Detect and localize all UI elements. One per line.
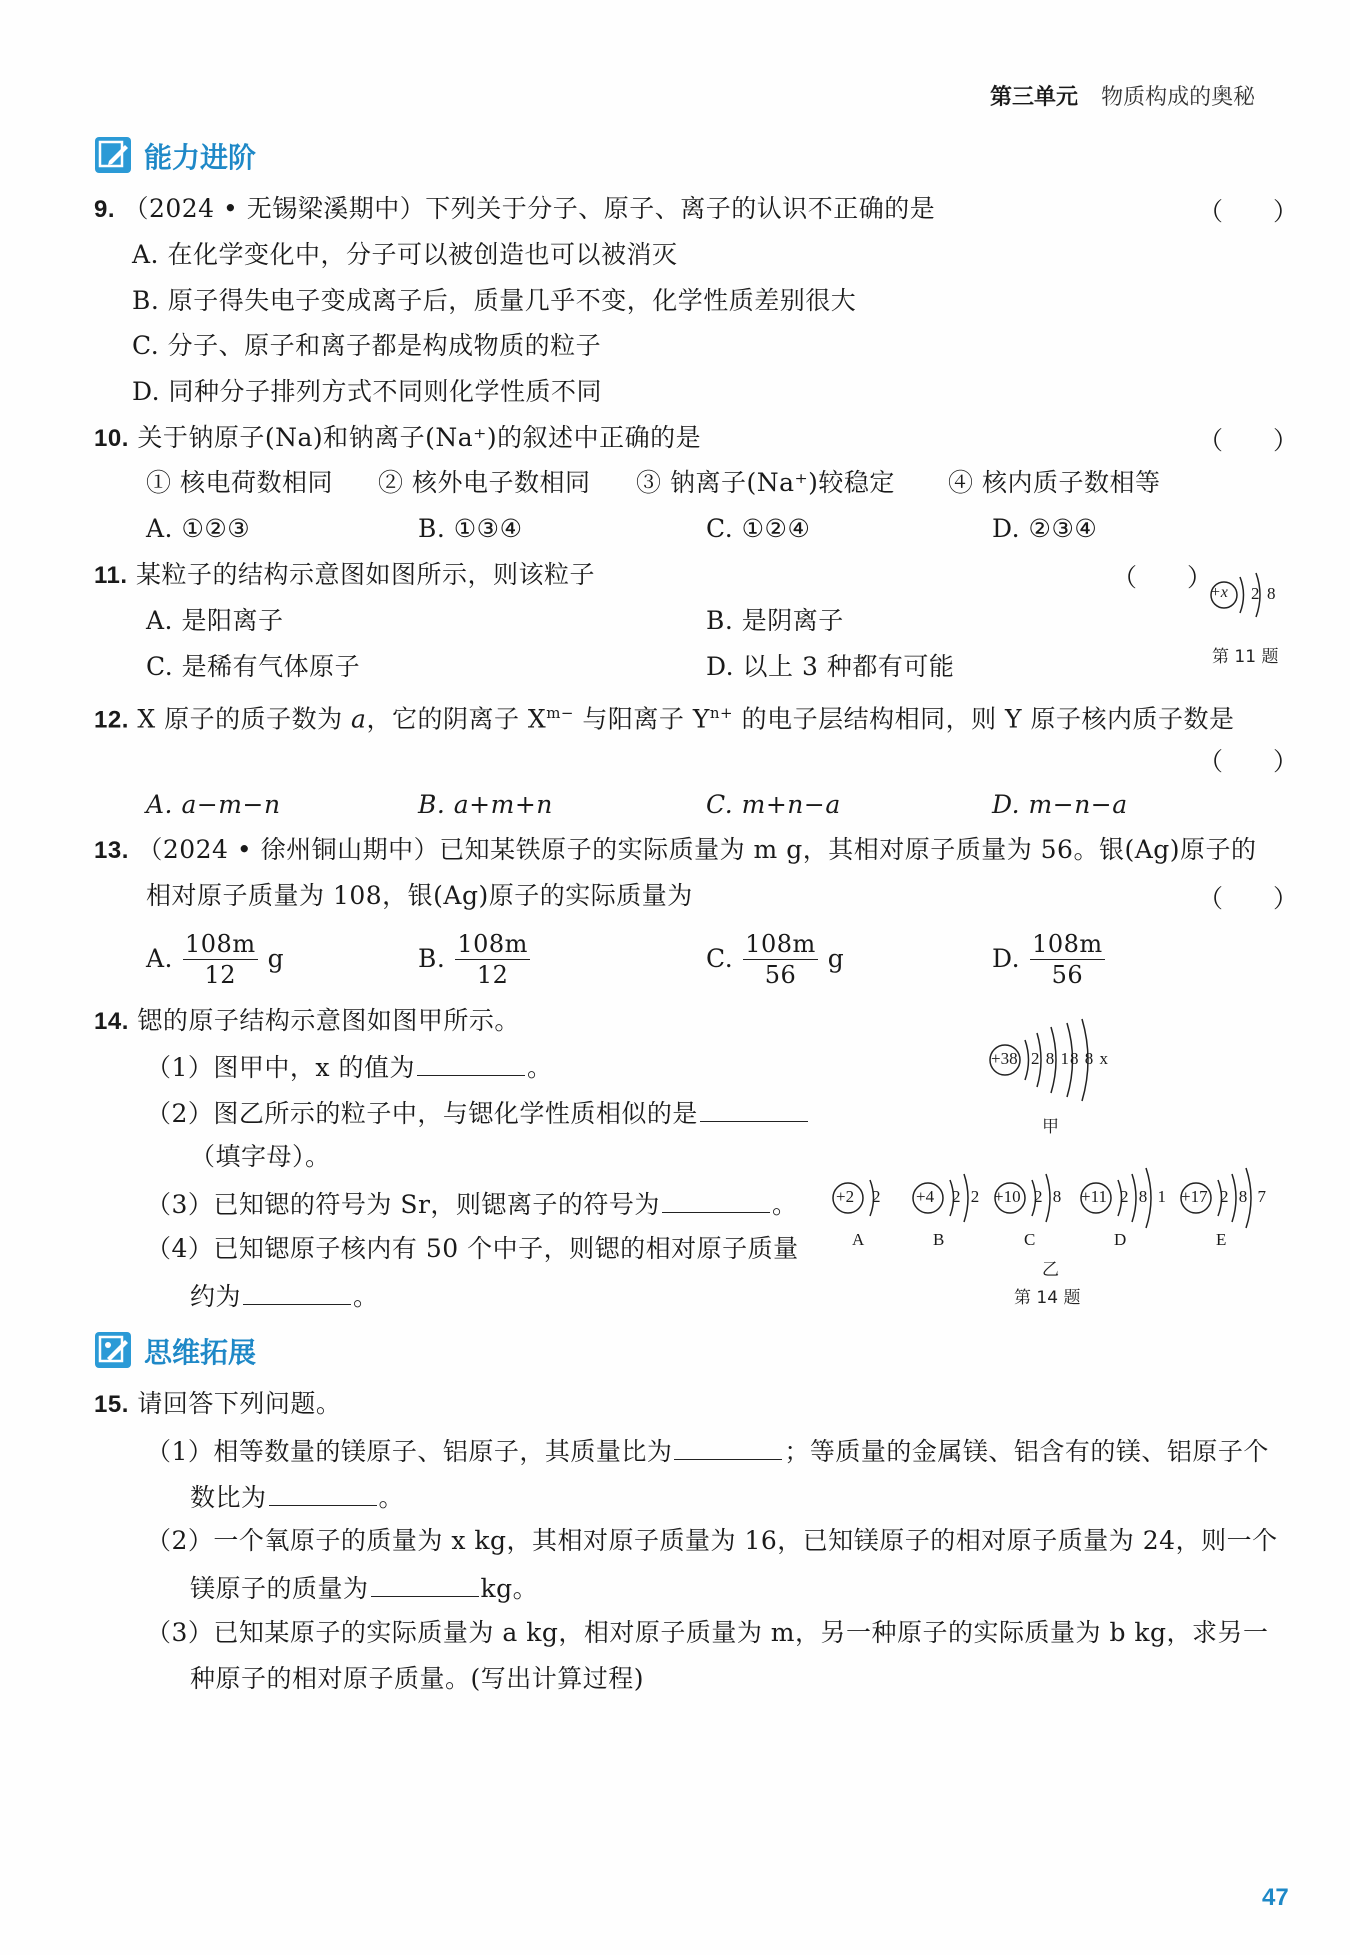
answer-paren: （ ） <box>1112 563 1213 592</box>
question-15-part3-cont: 种原子的相对原子质量。(写出计算过程) <box>190 1664 645 1693</box>
question-text: 与阳离子 Y <box>573 704 710 734</box>
question-9-stem <box>94 192 935 227</box>
option-b: B. 原子得失电子变成离子后，质量几乎不变，化学性质差别很大 <box>132 286 857 315</box>
thinking-icon <box>95 1332 131 1368</box>
option-b: B. ①③④ <box>418 514 523 543</box>
question-text: 的电子层结构相同，则 Y 原子核内质子数是 <box>733 704 1235 734</box>
charge-superscript: m− <box>546 704 574 722</box>
option-label: C. <box>706 944 734 973</box>
running-header <box>990 80 1255 111</box>
part-text: 。 <box>378 1483 405 1512</box>
question-number: 10. <box>94 425 129 452</box>
denominator: 12 <box>476 960 509 989</box>
question-14-stem <box>94 1004 520 1039</box>
question-14-part2 <box>146 1095 810 1131</box>
figure-caption: 第 14 题 <box>1014 1288 1081 1308</box>
option-c: C. 是稀有气体原子 <box>146 652 361 681</box>
question-text: ，它的阴离子 X <box>366 704 547 734</box>
statement-3: ③ 钠离子(Na⁺)较稳定 <box>636 468 895 497</box>
part-text: 约为 <box>190 1282 242 1311</box>
question-11-stem <box>94 558 595 593</box>
electron-count: 2 <box>1251 584 1260 603</box>
question-14-part2-cont: （填字母）。 <box>190 1142 331 1171</box>
option-a: A. a−m−n <box>146 790 281 819</box>
part-text: （1）图甲中，x 的值为 <box>146 1053 415 1082</box>
part-text: （2）图乙所示的粒子中，与锶化学性质相似的是 <box>146 1099 698 1128</box>
particle-label: C <box>1024 1230 1036 1249</box>
nucleus-label: +17 <box>1181 1187 1208 1206</box>
question-number: 9. <box>94 196 116 223</box>
part-text: ；等质量的金属镁、铝含有的镁、铝原子个 <box>784 1437 1269 1466</box>
question-text: （2024 • 徐州铜山期中）已知某铁原子的实际质量为 m g，其相对原子质量为 56。银(Ag)原子的 <box>137 835 1257 864</box>
fraction <box>455 929 530 990</box>
question-15-stem <box>94 1387 341 1422</box>
question-number: 13. <box>94 837 129 864</box>
option-c <box>706 924 844 994</box>
statement-1: ① 核电荷数相同 <box>146 468 333 497</box>
answer-blank[interactable] <box>269 1479 377 1506</box>
nucleus-label: +11 <box>1081 1187 1107 1206</box>
answer-blank[interactable] <box>662 1186 770 1213</box>
question-text: 请回答下列问题。 <box>137 1389 342 1418</box>
question-text: 关于钠原子(Na)和钠离子(Na⁺)的叙述中正确的是 <box>137 423 702 452</box>
page-number: 47 <box>1262 1884 1289 1911</box>
question-number: 15. <box>94 1391 129 1418</box>
particle-label: D <box>1114 1230 1127 1249</box>
part-text: kg。 <box>480 1574 539 1603</box>
question-14-part1 <box>146 1049 552 1085</box>
option-b <box>418 924 530 994</box>
question-15-part2: （2）一个氧原子的质量为 x kg，其相对原子质量为 16，已知镁原子的相对原子质量为 24，则一个 <box>146 1526 1278 1555</box>
pencil-icon <box>95 137 131 173</box>
fraction <box>1030 929 1105 990</box>
part-text: 。 <box>353 1282 379 1311</box>
answer-blank[interactable] <box>243 1278 351 1305</box>
option-d: D. m−n−a <box>992 790 1128 819</box>
option-d: D. ②③④ <box>992 514 1098 543</box>
numerator: 108m <box>457 929 528 958</box>
question-number: 11. <box>94 562 128 589</box>
option-b: B. 是阴离子 <box>706 606 844 635</box>
part-text: 镁原子的质量为 <box>190 1574 369 1603</box>
nucleus-label: +x <box>1210 584 1228 601</box>
question-14-part4-cont <box>190 1278 379 1314</box>
question-15-part1-cont <box>190 1479 404 1515</box>
part-text: 数比为 <box>190 1483 267 1512</box>
answer-paren: （ ） <box>1198 426 1299 455</box>
option-label: A. <box>146 944 174 973</box>
question-text: 某粒子的结构示意图如图所示，则该粒子 <box>136 560 596 589</box>
variable: a <box>351 704 367 734</box>
answer-paren: （ ） <box>1198 884 1299 913</box>
nucleus-label: +38 <box>991 1049 1018 1068</box>
question-15-part2-cont <box>190 1570 538 1606</box>
option-label: D. <box>992 944 1021 973</box>
option-a: A. ①②③ <box>146 514 251 543</box>
question-14-part3 <box>146 1186 797 1222</box>
particle-label: A <box>852 1230 865 1249</box>
option-c: C. 分子、原子和离子都是构成物质的粒子 <box>132 331 602 360</box>
nucleus-label: +10 <box>994 1187 1021 1206</box>
particle-label: E <box>1216 1230 1227 1249</box>
electron-shells: 2 8 1 <box>1120 1187 1169 1206</box>
answer-blank[interactable] <box>700 1095 808 1122</box>
part-text: （1）相等数量的镁原子、铝原子，其质量比为 <box>146 1437 673 1466</box>
question-13-stem-line2: 相对原子质量为 108，银(Ag)原子的实际质量为 <box>146 881 693 910</box>
electron-count: 8 <box>1267 584 1276 603</box>
part-text: 。 <box>526 1053 553 1082</box>
electron-shells: 2 8 7 <box>1220 1187 1269 1206</box>
particle-label: B <box>933 1230 945 1249</box>
denominator: 12 <box>204 960 237 989</box>
numerator: 108m <box>185 929 256 958</box>
figure-label-jia: 甲 <box>1042 1117 1059 1137</box>
option-b: B. a+m+n <box>418 790 553 819</box>
unit: g <box>267 944 285 973</box>
fraction <box>183 929 258 990</box>
option-a: A. 是阳离子 <box>146 606 284 635</box>
unit: g <box>827 944 845 973</box>
option-c: C. ①②④ <box>706 514 811 543</box>
question-14-part4: （4）已知锶原子核内有 50 个中子，则锶的相对原子质量 <box>146 1234 799 1263</box>
question-text: X 原子的质子数为 <box>137 704 343 734</box>
unit-label: 第三单元 <box>990 84 1079 109</box>
nucleus-label: +4 <box>916 1187 935 1206</box>
part-text: 。 <box>771 1190 798 1219</box>
answer-paren: （ ） <box>1198 747 1299 776</box>
strontium-atom-diagram <box>985 1015 1115 1115</box>
answer-blank[interactable] <box>417 1049 525 1076</box>
nucleus-label: +2 <box>836 1187 855 1206</box>
option-d: D. 以上 3 种都有可能 <box>706 652 955 681</box>
question-number: 14. <box>94 1008 129 1035</box>
numerator: 108m <box>745 929 816 958</box>
statement-4: ④ 核内质子数相等 <box>948 468 1161 497</box>
fraction <box>743 929 818 990</box>
numerator: 108m <box>1032 929 1103 958</box>
question-text: 锶的原子结构示意图如图甲所示。 <box>137 1006 520 1035</box>
electron-shells: 2 <box>872 1187 881 1206</box>
electron-shells: 2 8 <box>1034 1187 1065 1206</box>
option-c: C. m+n−a <box>706 790 841 819</box>
question-10-stem <box>94 421 701 456</box>
question-15-part3: （3）已知某原子的实际质量为 a kg，相对原子质量为 m，另一种原子的实际质量为 b kg，求另一 <box>146 1618 1269 1647</box>
denominator: 56 <box>764 960 797 989</box>
question-text: （2024 • 无锡梁溪期中）下列关于分子、原子、离子的认识不正确的是 <box>123 194 936 223</box>
atom-structure-diagram-q11 <box>1206 565 1286 625</box>
chapter-title: 物质构成的奥秘 <box>1101 85 1256 110</box>
option-a: A. 在化学变化中，分子可以被创造也可以被消灭 <box>132 240 678 269</box>
question-15-part1 <box>146 1433 1269 1469</box>
section-title-advance: 能力进阶 <box>144 141 257 174</box>
option-d <box>992 924 1105 994</box>
section-title-extension: 思维拓展 <box>144 1336 257 1369</box>
answer-paren: （ ） <box>1198 197 1299 226</box>
statement-2: ② 核外电子数相同 <box>378 468 591 497</box>
electron-shells: 2 2 <box>952 1187 983 1206</box>
particle-diagrams-yi <box>830 1160 1270 1250</box>
option-a <box>146 924 284 994</box>
charge-superscript: n+ <box>709 704 734 722</box>
answer-blank[interactable] <box>674 1433 782 1460</box>
question-12-stem <box>94 696 1234 737</box>
figure-caption: 第 11 题 <box>1212 647 1279 667</box>
question-13-stem <box>94 833 1257 868</box>
option-d: D. 同种分子排列方式不同则化学性质不同 <box>132 377 603 406</box>
answer-blank[interactable] <box>371 1570 479 1597</box>
denominator: 56 <box>1051 960 1084 989</box>
question-number: 12. <box>94 706 129 734</box>
electron-shells: 2 8 18 8 x <box>1031 1049 1109 1068</box>
part-text: （3）已知锶的符号为 Sr，则锶离子的符号为 <box>146 1190 660 1219</box>
option-label: B. <box>418 944 446 973</box>
figure-label-yi: 乙 <box>1042 1260 1059 1280</box>
